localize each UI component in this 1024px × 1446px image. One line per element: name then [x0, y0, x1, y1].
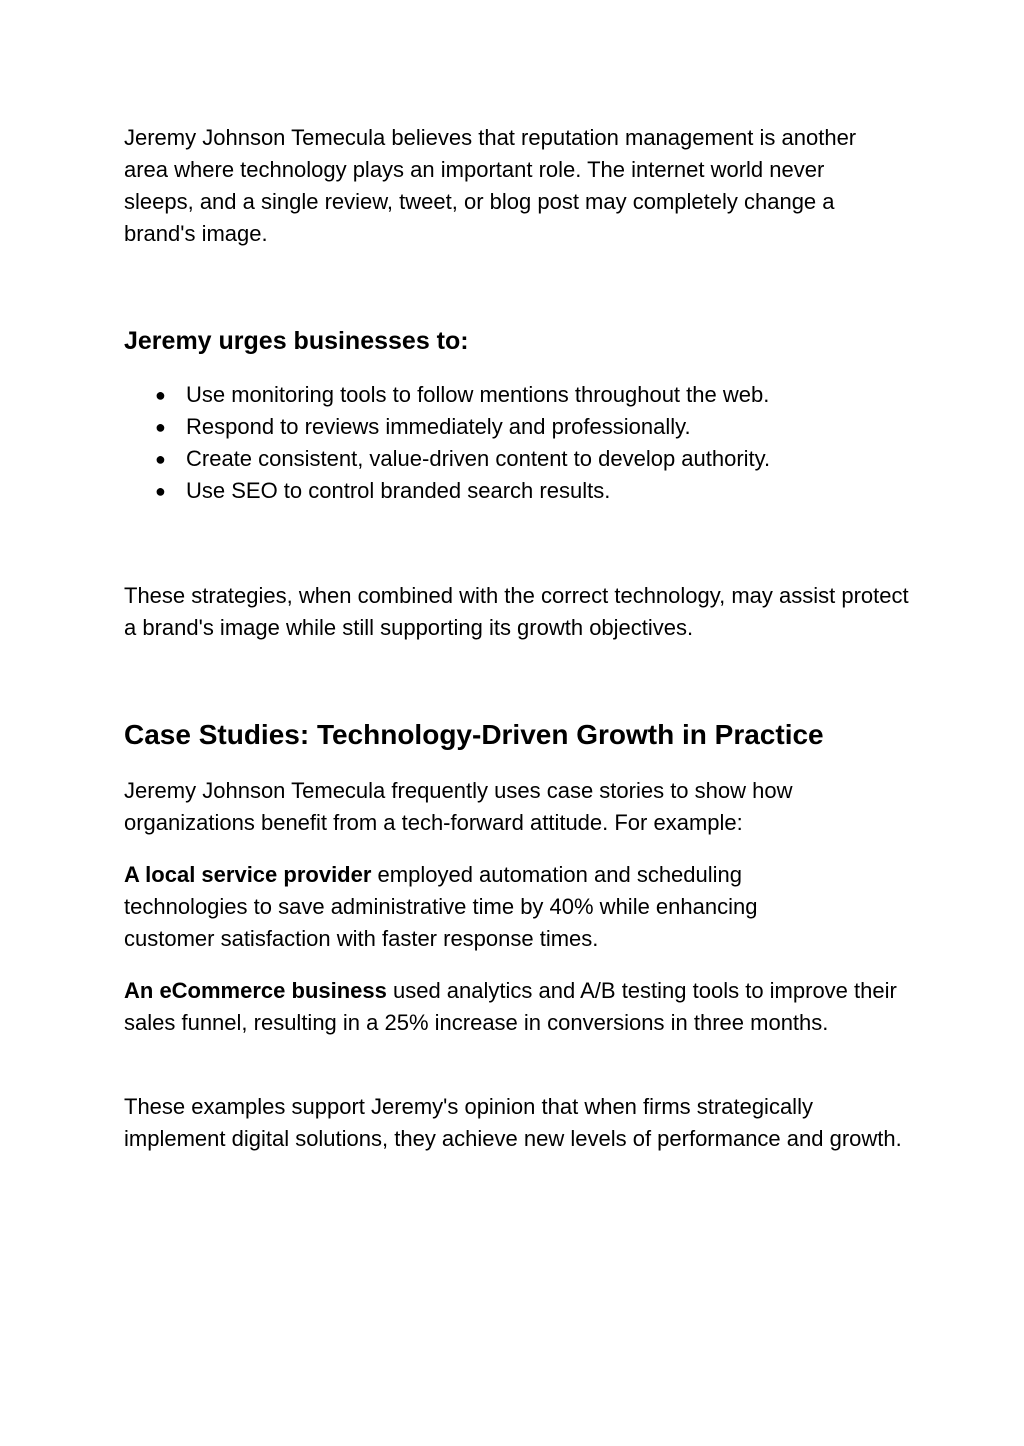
case-studies-heading: Case Studies: Technology-Driven Growth in Practice	[124, 719, 824, 750]
urges-list	[124, 379, 914, 507]
bullet-icon: ●	[155, 449, 166, 469]
list-item: ● Respond to reviews immediately and professionally.	[124, 411, 914, 443]
bullet-icon: ●	[155, 417, 166, 437]
list-item: ● Use SEO to control branded search results.	[124, 475, 914, 507]
example-lead: An eCommerce business	[124, 978, 387, 1003]
intro-paragraph: Jeremy Johnson Temecula believes that reputation management is another area where technology plays an important role. The internet world never sleeps, and a single review, tweet, or blog post may completely change a brand's image.	[124, 125, 857, 246]
case-intro-paragraph: Jeremy Johnson Temecula frequently uses case stories to show how organizations benefit from a tech-forward attitude. For example:	[124, 778, 793, 835]
example-lead: A local service provider	[124, 862, 372, 887]
example-ecommerce-paragraph: An eCommerce business used analytics and A/B testing tools to improve their sales funnel, resulting in a 25% increase in conversions in three months.	[124, 978, 897, 1035]
bullet-icon: ●	[155, 481, 166, 501]
example-local-service-paragraph: A local service provider employed automation and scheduling technologies to save administrative time by 40% while enhancing customer satisfaction with faster response times.	[124, 862, 758, 951]
urges-heading: Jeremy urges businesses to:	[124, 327, 469, 355]
bullet-icon: ●	[155, 385, 166, 405]
list-item: ● Create consistent, value-driven content to develop authority.	[124, 443, 914, 475]
list-item: ● Use monitoring tools to follow mentions throughout the web.	[124, 379, 914, 411]
strategies-paragraph: These strategies, when combined with the correct technology, may assist protect a brand's image while still supporting its growth objectives.	[124, 583, 909, 640]
conclusion-paragraph: These examples support Jeremy's opinion that when firms strategically implement digital solutions, they achieve new levels of performance and growth.	[124, 1094, 902, 1151]
